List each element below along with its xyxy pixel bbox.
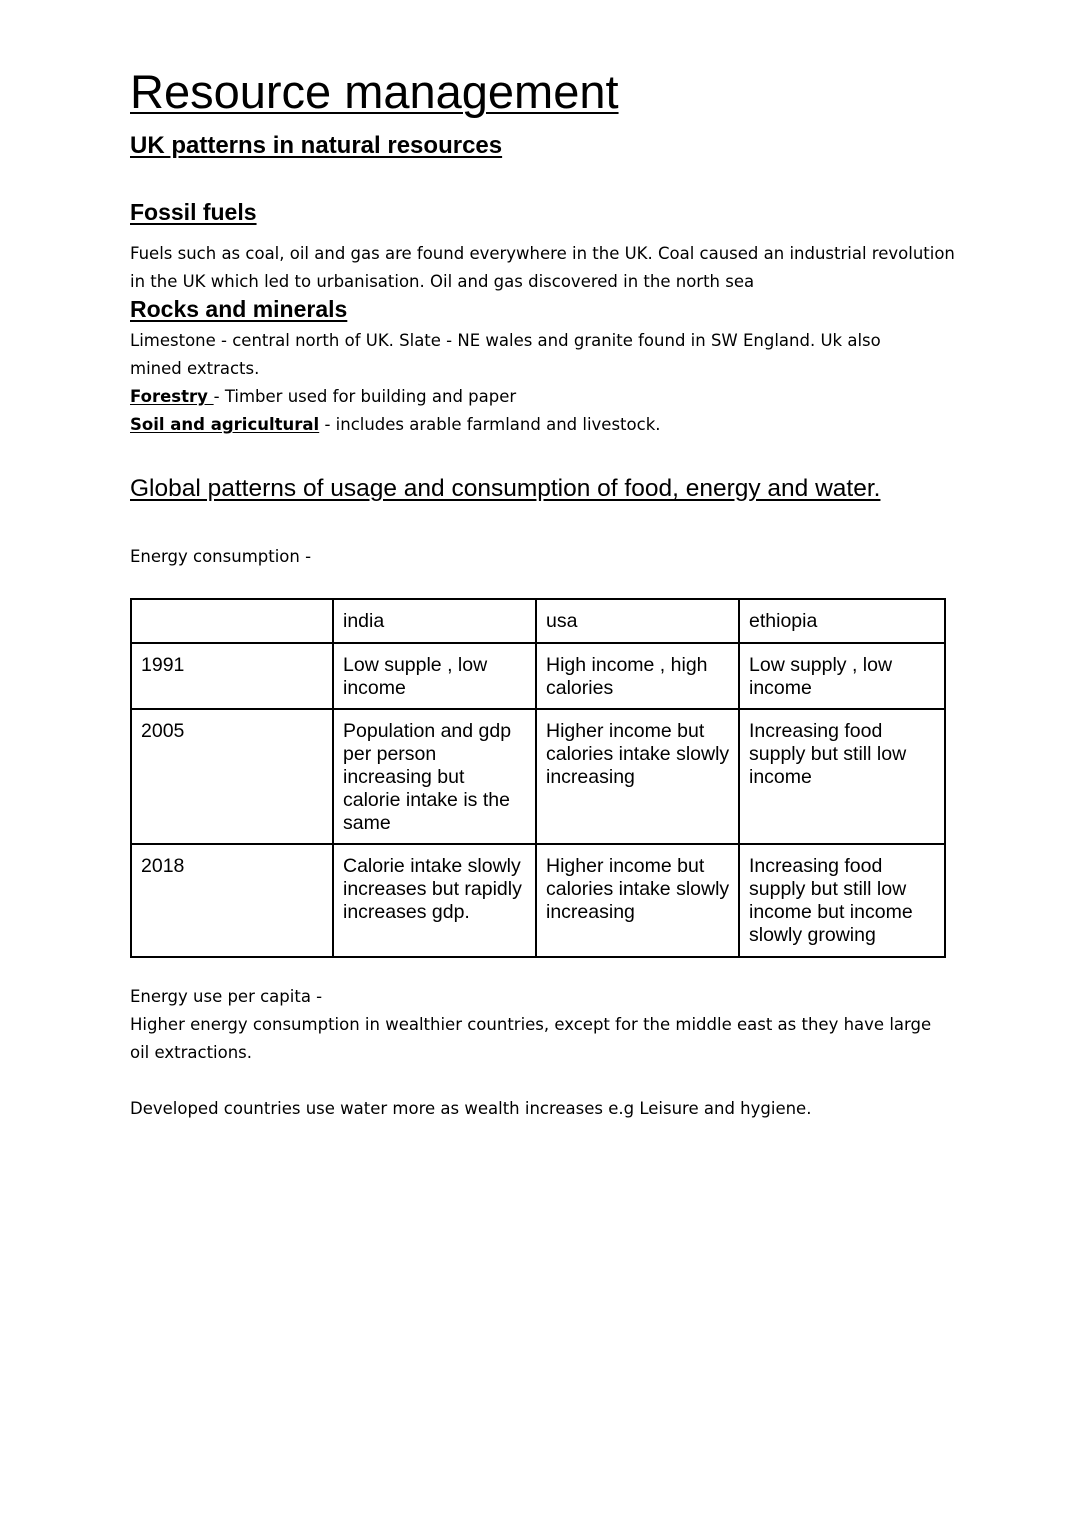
fossil-fuels-heading: Fossil fuels (130, 199, 257, 225)
soil-label: Soil and agricultural (130, 415, 320, 434)
table-cell-ethiopia: Increasing food supply but still low income (739, 709, 945, 844)
table-cell-india: Calorie intake slowly increases but rapidly increases gdp. (333, 844, 536, 957)
table-cell-ethiopia: Low supply , low income (739, 643, 945, 709)
table-header-usa: usa (536, 599, 739, 643)
global-patterns-heading: Global patterns of usage and consumption of food, energy and water. (130, 475, 881, 502)
table-cell-india: Population and gdp per person increasing but calorie intake is the same (333, 709, 536, 844)
table-header-india: india (333, 599, 536, 643)
energy-per-capita-label: Energy use per capita - (130, 987, 323, 1006)
table-cell-usa: High income , high calories (536, 643, 739, 709)
water-usage-text: Developed countries use water more as wealth increases e.g Leisure and hygiene. (130, 1099, 812, 1118)
energy-per-capita-text: Higher energy consumption in wealthier countries, except for the middle east as they have large oil extractions. (130, 1015, 932, 1062)
rocks-minerals-heading: Rocks and minerals (130, 296, 348, 322)
table-header-cell-empty (131, 599, 333, 643)
fossil-fuels-text: Fuels such as coal, oil and gas are found everywhere in the UK. Coal caused an industrial revolution in the UK which led to urbanisation. Oil and gas discovered in the north sea (130, 244, 955, 291)
energy-consumption-table (130, 598, 946, 958)
forestry-label: Forestry (130, 387, 214, 406)
table-row (131, 709, 945, 844)
table-cell-year: 1991 (131, 643, 333, 709)
soil-line (130, 411, 960, 439)
table-cell-usa: Higher income but calories intake slowly increasing (536, 709, 739, 844)
energy-consumption-label: Energy consumption - (130, 547, 312, 566)
table-cell-year: 2005 (131, 709, 333, 844)
table-row (131, 844, 945, 957)
soil-text: - includes arable farmland and livestock. (319, 415, 661, 434)
uk-patterns-heading: UK patterns in natural resources (130, 132, 503, 159)
table-row (131, 643, 945, 709)
forestry-text: - Timber used for building and paper (213, 387, 517, 406)
table-cell-india: Low supple , low income (333, 643, 536, 709)
table-cell-ethiopia: Increasing food supply but still low income but income slowly growing (739, 844, 945, 957)
table-header-ethiopia: ethiopia (739, 599, 945, 643)
table-header-row (131, 599, 945, 643)
page-title: Resource management (130, 65, 619, 118)
table-cell-year: 2018 (131, 844, 333, 957)
rocks-minerals-text: Limestone - central north of UK. Slate - NE wales and granite found in SW England. Uk also mined extracts. (130, 331, 881, 378)
table-cell-usa: Higher income but calories intake slowly increasing (536, 844, 739, 957)
forestry-line (130, 383, 960, 411)
